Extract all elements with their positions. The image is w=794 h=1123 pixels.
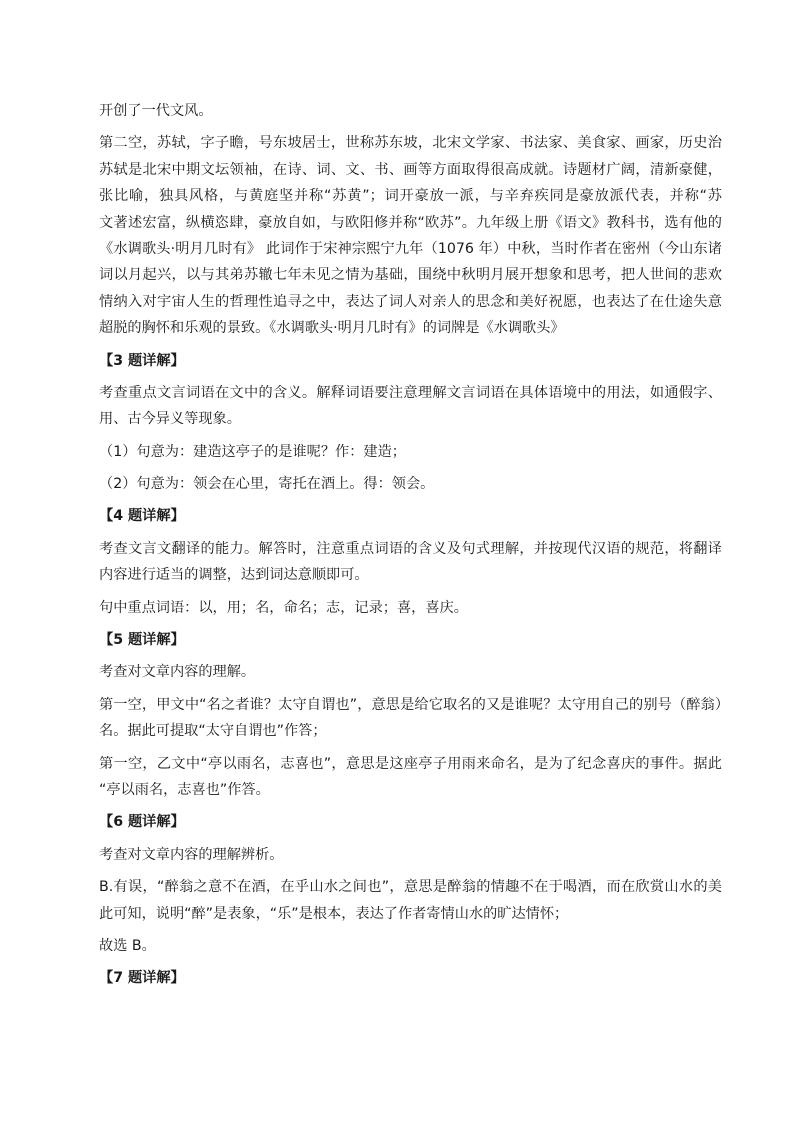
- text-line: 内容进行适当的调整，达到词达意顺即可。: [99, 567, 369, 584]
- section-heading: 【3 题详解】: [99, 352, 185, 369]
- text-line: 苏轼是北宋中期文坛领袖，在诗、词、文、书、画等方面取得很高成就。诗题材广阔，清新豪健，: [99, 161, 722, 178]
- section-heading: 【5 题详解】: [99, 632, 185, 649]
- text-line: 超脱的胸怀和乐观的景致。《水调歌头·明月几时有》的词牌是《水调歌头》: [99, 320, 565, 337]
- text-line: 张比喻，独具风格，与黄庭坚并称“苏黄”；词开豪放一派，与辛弃疾同是豪放派代表，并称“苏: [99, 188, 722, 205]
- text-line: 第一空，甲文中“名之者谁？太守自谓也”，意思是给它取名的又是谁呢？太守用自己的别号（醉翁）: [99, 696, 722, 713]
- text-line: 故选 B。: [99, 937, 156, 954]
- text-line: 开创了一代文风。: [99, 103, 213, 119]
- text-line: 考查对文章内容的理解。: [99, 664, 256, 681]
- text-line: 考查对文章内容的理解辨析。: [99, 846, 284, 863]
- text-line: （1）句意为：建造这亭子的是谁呢？作：建造；: [99, 443, 406, 460]
- text-line: 名。据此可提取“太守自谓也”作答；: [99, 723, 327, 740]
- text-line: 用、古今异义等现象。: [99, 411, 241, 428]
- text-line: 第二空，苏轼，字子瞻，号东坡居士，世称苏东坡，北宋文学家、书法家、美食家、画家，历史治: [99, 135, 722, 152]
- text-line: 词以月起兴，以与其弟苏辙七年未见之情为基础，围绕中秋明月展开想象和思考，把人世间的悲欢: [99, 267, 722, 284]
- text-line: B.有误，“醉翁之意不在酒，在乎山水之间也”，意思是醉翁的情趣不在于喝酒，而在欣赏山水的美: [99, 879, 722, 896]
- text-line: 文著述宏富，纵横恣肆，豪放自如，与欧阳修并称“欧苏”。九年级上册《语文》教科书，选有他的: [99, 214, 722, 231]
- text-line: 考查文言文翻译的能力。解答时，注意重点词语的含义及句式理解，并按现代汉语的规范，将翻译: [99, 540, 722, 557]
- section-heading: 【4 题详解】: [99, 508, 185, 525]
- text-line: 情纳入对宇宙人生的哲理性追寻之中，表达了词人对亲人的思念和美好祝愿，也表达了在仕途失意: [99, 293, 722, 310]
- text-line: 第一空，乙文中“亭以雨名，志喜也”，意思是这座亭子用雨来命名，是为了纪念喜庆的事件。据此: [99, 755, 722, 772]
- text-line: （2）句意为：领会在心里，寄托在酒上。得：领会。: [99, 476, 435, 493]
- text-line: 《水调歌头·明月几时有》 此词作于宋神宗熙宁九年（1076 年）中秋，当时作者在密州（今山东诸: [99, 240, 722, 257]
- text-line: 考查重点文言词语在文中的含义。解释词语要注意理解文言词语在具体语境中的用法，如通假字、: [99, 384, 722, 401]
- section-heading: 【6 题详解】: [99, 814, 185, 831]
- text-line: “亭以雨名，志喜也”作答。: [99, 781, 270, 798]
- text-line: 句中重点词语：以，用；名，命名；志，记录；喜，喜庆。: [99, 599, 468, 616]
- section-heading: 【7 题详解】: [99, 970, 185, 987]
- text-line: 此可知，说明“醉”是表象，“乐”是根本，表达了作者寄情山水的旷达情怀；: [99, 905, 569, 922]
